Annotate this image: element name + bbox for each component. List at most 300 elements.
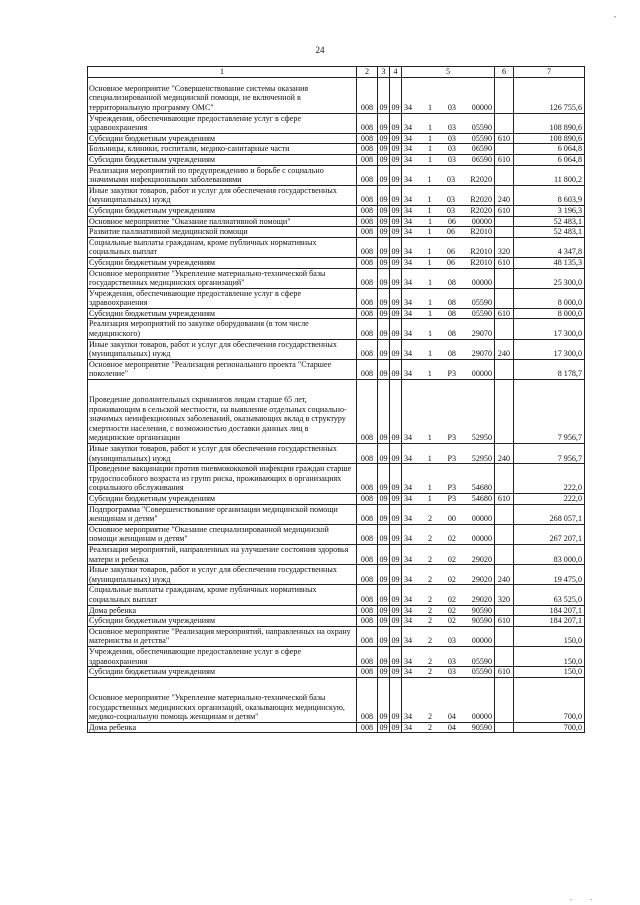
row-col-4: 09: [390, 237, 402, 257]
row-target-code: [402, 544, 495, 564]
row-name: Больницы, клиники, госпитали, медико-санитарные части: [88, 144, 357, 155]
row-name: Основное мероприятие "Совершенствование системы оказания специализированной медицинской помощи, не включенной в территориальную программу ОМС": [88, 77, 357, 113]
row-amount: 108 890,6: [514, 133, 585, 144]
table-row: [88, 585, 585, 605]
row-expense-type: 610: [495, 205, 514, 216]
code-part-c5d: 90590: [471, 605, 492, 615]
row-col-3: 09: [379, 133, 388, 143]
code-part-c5d: 52950: [471, 453, 492, 463]
code-part-c5a: 34: [404, 712, 413, 722]
code-part-c5c: 08: [447, 278, 456, 288]
row-col-2: 008: [357, 144, 378, 155]
row-col-3: 09: [378, 544, 390, 564]
row-amount: 7 956,7: [514, 444, 585, 464]
row-col-2: 008: [357, 444, 378, 464]
row-col-4: 09: [390, 677, 402, 722]
row-expense-type: [495, 380, 514, 444]
row-target-code: [402, 339, 495, 359]
row-name: Субсидии бюджетным учреждениям: [88, 133, 357, 144]
code-part-c5d: 06590: [471, 154, 492, 164]
code-part-c5a: 34: [404, 247, 413, 257]
row-target-code: [402, 319, 495, 339]
code-part-c5b: 1: [427, 433, 432, 443]
page-number: 24: [315, 45, 325, 55]
row-name: Субсидии бюджетным учреждениям: [88, 667, 357, 678]
row-amount: 6 064,8: [514, 154, 585, 165]
row-target-code: [402, 585, 495, 605]
row-amount: 222,0: [514, 464, 585, 494]
code-part-c5d: 90590: [471, 722, 492, 732]
row-col-3: 09: [379, 144, 388, 154]
row-col-4: 09: [391, 308, 400, 318]
table-row: [88, 646, 585, 666]
row-amount: 150,0: [514, 646, 585, 666]
row-amount: 8 000,0: [514, 288, 585, 308]
row-col-4: 09: [390, 504, 402, 524]
code-part-c5b: 2: [427, 656, 432, 666]
row-col-4: 09: [390, 339, 402, 359]
row-amount: 11 800,2: [514, 165, 585, 185]
row-col-3: 09: [378, 677, 390, 722]
code-part-c5b: 1: [427, 154, 432, 164]
code-part-c5b: 1: [427, 329, 432, 339]
row-amount: 6 064,8: [514, 144, 585, 155]
row-col-3: 09: [378, 339, 390, 359]
row-amount: 700,0: [514, 722, 585, 733]
row-name: Основное мероприятие "Реализация регионального проекта "Старшее поколение": [88, 359, 357, 379]
code-part-c5b: 1: [427, 257, 432, 267]
row-name: Реализация мероприятий по закупке оборудования (в том числе медицинского): [88, 319, 357, 339]
code-part-c5d: 54680: [471, 494, 492, 503]
row-col-2: 008: [357, 626, 378, 646]
row-col-3: 09: [379, 257, 388, 267]
header-col-1: 1: [88, 67, 357, 78]
code-part-c5c: P3: [447, 453, 457, 463]
code-part-c5c: 00: [447, 514, 456, 524]
row-expense-type: 610: [495, 667, 514, 678]
code-part-c5b: 1: [427, 103, 432, 112]
table-row: [88, 677, 585, 722]
row-expense-type: [495, 288, 514, 308]
row-col-2: 008: [357, 268, 378, 288]
row-col-2: 008: [357, 605, 378, 616]
row-col-4: 09: [391, 257, 400, 267]
row-col-4: 09: [390, 544, 402, 564]
code-part-c5d: 29070: [471, 329, 492, 339]
row-col-4: 09: [391, 216, 400, 226]
row-col-2: 008: [357, 585, 378, 605]
row-col-2: 008: [357, 646, 378, 666]
code-part-c5a: 34: [404, 308, 413, 318]
row-expense-type: [495, 605, 514, 616]
row-col-4: 09: [390, 626, 402, 646]
code-part-c5d: 29020: [471, 554, 492, 564]
row-expense-type: [495, 722, 514, 733]
code-part-c5c: 04: [447, 722, 456, 732]
margin-mark: ,: [614, 10, 616, 19]
row-target-code: [402, 165, 495, 185]
row-name: Учреждения, обеспечивающие предоставление услуг в сфере здравоохранения: [88, 646, 357, 666]
row-col-2: 008: [357, 133, 378, 144]
row-amount: 108 890,6: [514, 113, 585, 133]
code-part-c5a: 34: [404, 554, 413, 564]
code-part-c5c: 03: [446, 195, 456, 205]
code-part-c5c: 03: [446, 175, 456, 185]
row-amount: 150,0: [514, 667, 585, 678]
row-name: Проведение вакцинации против пневмококковой инфекции граждан старше трудоспособного возраста из групп риска, проживающих в организациях социального обслуживания: [88, 464, 357, 494]
code-part-c5d: 00000: [471, 534, 492, 544]
code-part-c5d: 00000: [471, 369, 492, 379]
table-header-row: [88, 67, 585, 78]
row-col-4: 09: [390, 444, 402, 464]
row-amount: 17 300,0: [514, 339, 585, 359]
row-amount: 126 755,6: [514, 77, 585, 113]
row-expense-type: [495, 677, 514, 722]
row-col-3: 09: [378, 464, 390, 494]
row-target-code: [402, 524, 495, 544]
code-part-c5a: 34: [404, 514, 413, 524]
code-part-c5d: R2010: [470, 247, 492, 257]
budget-table: [87, 66, 585, 733]
code-part-c5c: 02: [447, 616, 456, 626]
code-part-c5d: 00000: [471, 712, 492, 722]
code-part-c5c: 03: [447, 103, 456, 112]
row-col-2: 008: [357, 667, 378, 678]
code-part-c5d: 00000: [471, 514, 492, 524]
code-part-c5a: 34: [404, 278, 413, 288]
row-expense-type: 610: [495, 154, 514, 165]
code-part-c5a: 34: [404, 433, 413, 443]
code-part-c5d: 29070: [471, 349, 492, 359]
row-col-4: 09: [391, 154, 400, 164]
code-part-c5d: 00000: [471, 278, 492, 288]
row-col-3: 09: [379, 308, 388, 318]
code-part-c5d: 52950: [471, 433, 492, 443]
row-target-code: [402, 616, 495, 627]
row-amount: 25 300,0: [514, 268, 585, 288]
row-col-3: 09: [378, 565, 390, 585]
table-row: [88, 237, 585, 257]
table-row: [88, 359, 585, 379]
row-col-4: 09: [390, 380, 402, 444]
row-col-4: 09: [391, 616, 400, 626]
row-col-3: 09: [379, 216, 388, 226]
table-row: [88, 444, 585, 464]
row-target-code: [402, 494, 495, 505]
header-col-6: 6: [495, 67, 514, 78]
code-part-c5b: 2: [427, 667, 432, 677]
table-row: [88, 494, 585, 505]
row-col-2: 008: [357, 319, 378, 339]
row-amount: 19 475,0: [514, 565, 585, 585]
row-col-3: 09: [378, 268, 390, 288]
row-col-2: 008: [357, 216, 378, 227]
row-target-code: [402, 646, 495, 666]
row-col-2: 008: [357, 565, 378, 585]
code-part-c5b: 2: [427, 636, 432, 646]
code-part-c5d: 29020: [471, 594, 492, 604]
code-part-c5c: 02: [447, 534, 456, 544]
row-col-3: 09: [378, 646, 390, 666]
code-part-c5b: 1: [427, 298, 432, 308]
row-col-2: 008: [357, 504, 378, 524]
row-amount: 8 603,9: [514, 185, 585, 205]
row-col-4: 09: [390, 464, 402, 494]
code-part-c5d: 00000: [471, 636, 492, 646]
row-target-code: [402, 359, 495, 379]
code-part-c5b: 2: [427, 594, 432, 604]
table-row: [88, 722, 585, 733]
code-part-c5b: 1: [427, 144, 432, 154]
row-target-code: [402, 308, 495, 319]
row-name: Иные закупки товаров, работ и услуг для обеспечения государственных (муниципальных) нужд: [88, 444, 357, 464]
code-part-c5a: 34: [404, 329, 413, 339]
row-col-2: 008: [357, 185, 378, 205]
row-amount: 222,0: [514, 494, 585, 505]
row-expense-type: [495, 268, 514, 288]
row-expense-type: 320: [495, 585, 514, 605]
row-col-3: 09: [379, 154, 388, 164]
row-target-code: [402, 444, 495, 464]
code-part-c5b: 2: [427, 722, 432, 732]
row-target-code: [402, 227, 495, 238]
row-expense-type: [495, 626, 514, 646]
row-expense-type: 240: [495, 565, 514, 585]
table-row: [88, 205, 585, 216]
row-target-code: [402, 216, 495, 227]
code-part-c5d: 00000: [471, 103, 492, 112]
row-expense-type: [495, 227, 514, 238]
row-col-4: 09: [390, 524, 402, 544]
header-col-5: 5: [402, 67, 495, 78]
table-row: [88, 319, 585, 339]
table-row: [88, 504, 585, 524]
row-expense-type: [495, 144, 514, 155]
code-part-c5d: R2020: [470, 175, 492, 185]
row-amount: 52 483,1: [514, 216, 585, 227]
row-col-2: 008: [357, 308, 378, 319]
row-expense-type: 610: [495, 494, 514, 505]
code-part-c5a: 34: [404, 133, 413, 143]
code-part-c5b: 1: [427, 247, 432, 257]
code-part-c5b: 1: [427, 278, 432, 288]
code-part-c5c: 03: [447, 656, 456, 666]
code-part-c5b: 1: [427, 349, 432, 359]
table-row: [88, 133, 585, 144]
code-part-c5d: 00000: [471, 216, 492, 226]
header-col-7: 7: [514, 67, 585, 78]
code-part-c5c: 03: [447, 133, 456, 143]
row-target-code: [402, 626, 495, 646]
code-part-c5c: 08: [447, 308, 456, 318]
table-row: [88, 288, 585, 308]
row-name: Проведение дополнительных скринингов лицам старше 65 лет, проживающим в сельской местности, на выявление отдельных социально-значимых неинфекционных заболеваний, оказывающих вклад в структуру смертности населения, с возможностью доставки данных лиц в медицинские организации: [88, 380, 357, 444]
table-row: [88, 524, 585, 544]
row-name: Реализация мероприятий, направленных на улучшение состояния здоровья матери и ребенка: [88, 544, 357, 564]
row-name: Социальные выплаты гражданам, кроме публичных нормативных социальных выплат: [88, 585, 357, 605]
code-part-c5b: 1: [427, 369, 432, 379]
row-name: Развитие паллиативной медицинской помощи: [88, 227, 357, 238]
table-row: [88, 544, 585, 564]
row-amount: 17 300,0: [514, 319, 585, 339]
row-col-4: 09: [390, 585, 402, 605]
row-amount: 4 347,8: [514, 237, 585, 257]
code-part-c5b: 1: [427, 483, 432, 493]
row-amount: 268 057,1: [514, 504, 585, 524]
row-name: Социальные выплаты гражданам, кроме публичных нормативных социальных выплат: [88, 237, 357, 257]
row-name: Дома ребенка: [88, 605, 357, 616]
row-name: Реализация мероприятий по предупреждению и борьбе с социально значимыми инфекционными заболеваниями: [88, 165, 357, 185]
code-part-c5c: 08: [447, 329, 456, 339]
code-part-c5b: 1: [427, 453, 432, 463]
row-col-4: 09: [390, 565, 402, 585]
row-name: Основное мероприятие "Оказание паллиативной помощи": [88, 216, 357, 227]
row-expense-type: 610: [495, 308, 514, 319]
row-col-2: 008: [357, 77, 378, 113]
code-part-c5d: 05590: [471, 133, 492, 143]
row-col-2: 008: [357, 205, 378, 216]
code-part-c5c: 06: [446, 257, 456, 267]
code-part-c5d: R2020: [470, 195, 492, 205]
code-part-c5c: 08: [447, 298, 456, 308]
row-col-3: 09: [379, 616, 388, 626]
row-name: Основное мероприятие "Укрепление материально-технической базы государственных медицинских организаций": [88, 268, 357, 288]
code-part-c5c: 04: [447, 712, 456, 722]
code-part-c5d: 05590: [471, 656, 492, 666]
row-col-2: 008: [357, 359, 378, 379]
row-name: Субсидии бюджетным учреждениям: [88, 494, 357, 505]
row-col-4: 09: [390, 288, 402, 308]
code-part-c5a: 34: [404, 534, 413, 544]
code-part-c5a: 34: [404, 574, 413, 584]
code-part-c5d: 05590: [471, 667, 492, 677]
row-target-code: [402, 257, 495, 268]
row-col-3: 09: [379, 494, 388, 503]
table-row: [88, 339, 585, 359]
row-col-3: 09: [378, 113, 390, 133]
code-part-c5d: 54680: [471, 483, 492, 493]
row-amount: 7 956,7: [514, 380, 585, 444]
row-col-2: 008: [357, 380, 378, 444]
row-expense-type: [495, 464, 514, 494]
row-col-2: 008: [357, 677, 378, 722]
header-col-2: 2: [357, 67, 378, 78]
row-col-2: 008: [357, 237, 378, 257]
row-col-2: 008: [357, 544, 378, 564]
code-part-c5a: 34: [404, 349, 413, 359]
row-expense-type: [495, 646, 514, 666]
margin-mark: .: [570, 893, 572, 902]
row-expense-type: [495, 504, 514, 524]
row-col-3: 09: [378, 380, 390, 444]
row-expense-type: [495, 524, 514, 544]
row-col-2: 008: [357, 165, 378, 185]
code-part-c5b: 1: [427, 123, 432, 133]
table-row: [88, 227, 585, 238]
table-row: [88, 216, 585, 227]
table-row: [88, 565, 585, 585]
row-target-code: [402, 288, 495, 308]
code-part-c5b: 1: [427, 227, 432, 237]
code-part-c5b: 2: [427, 712, 432, 722]
code-part-c5b: 2: [427, 514, 432, 524]
row-col-4: 09: [391, 722, 400, 732]
row-col-3: 09: [379, 205, 388, 215]
code-part-c5a: 34: [404, 216, 413, 226]
code-part-c5a: 34: [404, 298, 413, 308]
row-name: Основное мероприятие "Реализация мероприятий, направленных на охрану материнства и детства": [88, 626, 357, 646]
row-col-2: 008: [357, 616, 378, 627]
row-target-code: [402, 144, 495, 155]
row-target-code: [402, 77, 495, 113]
code-part-c5a: 34: [404, 453, 413, 463]
code-part-c5b: 1: [427, 494, 432, 503]
code-part-c5c: 03: [446, 205, 456, 215]
row-expense-type: 610: [495, 616, 514, 627]
margin-mark: .: [590, 893, 592, 902]
row-expense-type: [495, 113, 514, 133]
code-part-c5b: 2: [427, 554, 432, 564]
row-name: Иные закупки товаров, работ и услуг для обеспечения государственных (муниципальных) нужд: [88, 565, 357, 585]
row-col-3: 09: [378, 288, 390, 308]
code-part-c5c: 03: [447, 144, 456, 154]
code-part-c5a: 34: [404, 123, 413, 133]
table-row: [88, 605, 585, 616]
row-col-3: 09: [379, 722, 388, 732]
row-name: Дома ребенка: [88, 722, 357, 733]
code-part-c5a: 34: [404, 494, 413, 503]
row-amount: 3 196,3: [514, 205, 585, 216]
code-part-c5a: 34: [404, 227, 413, 237]
row-col-4: 09: [391, 144, 400, 154]
row-target-code: [402, 677, 495, 722]
code-part-c5c: 06: [447, 216, 456, 226]
code-part-c5a: 34: [404, 594, 413, 604]
row-expense-type: 240: [495, 339, 514, 359]
table-body: [88, 77, 585, 733]
row-col-3: 09: [378, 444, 390, 464]
row-target-code: [402, 154, 495, 165]
row-col-3: 09: [378, 185, 390, 205]
row-col-2: 008: [357, 288, 378, 308]
code-part-c5a: 34: [404, 605, 413, 615]
code-part-c5b: 2: [427, 534, 432, 544]
row-col-2: 008: [357, 722, 378, 733]
row-amount: 83 000,0: [514, 544, 585, 564]
code-part-c5a: 34: [404, 636, 413, 646]
row-col-4: 09: [390, 319, 402, 339]
row-target-code: [402, 133, 495, 144]
row-expense-type: 240: [495, 185, 514, 205]
row-amount: 52 483,1: [514, 227, 585, 238]
code-part-c5d: 90590: [471, 616, 492, 626]
code-part-c5c: 03: [447, 154, 456, 164]
table-row: [88, 464, 585, 494]
row-col-3: 09: [378, 319, 390, 339]
row-col-2: 008: [357, 257, 378, 268]
row-col-3: 09: [378, 165, 390, 185]
row-target-code: [402, 722, 495, 733]
code-part-c5a: 34: [404, 667, 413, 677]
row-name: Субсидии бюджетным учреждениям: [88, 154, 357, 165]
table-row: [88, 667, 585, 678]
row-expense-type: 320: [495, 237, 514, 257]
row-col-3: 09: [379, 667, 388, 677]
row-col-2: 008: [357, 227, 378, 238]
row-col-4: 09: [390, 113, 402, 133]
row-amount: 63 525,0: [514, 585, 585, 605]
code-part-c5d: 06590: [471, 144, 492, 154]
